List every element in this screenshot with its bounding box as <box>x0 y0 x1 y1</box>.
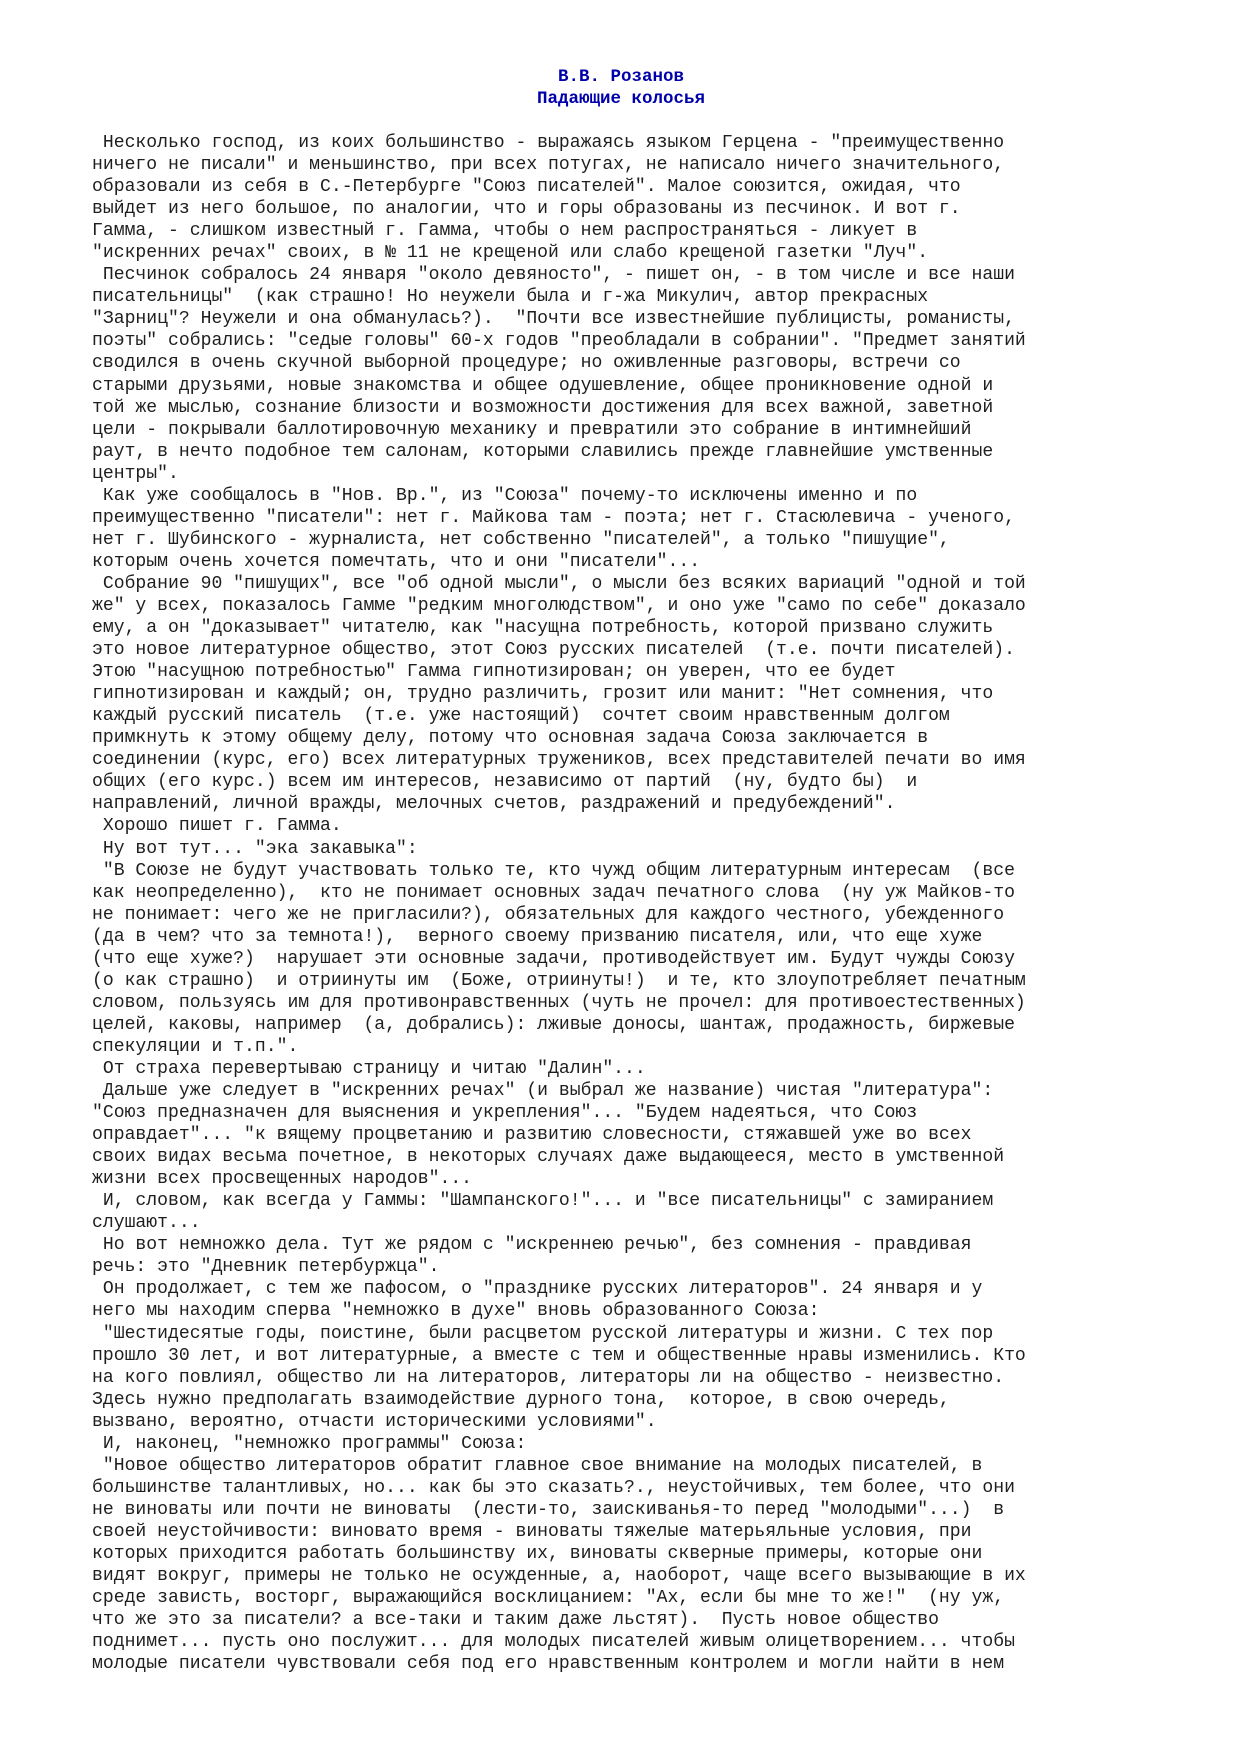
text-line: которым очень хочется помечтать, что и они "писатели"... <box>92 551 701 572</box>
text-line: Как уже сообщалось в "Нов. Вр.", из "Союза" почему-то исключены именно и по <box>92 485 918 506</box>
text-line: цели - покрывали баллотировочную механику и превратили это собрание в интимнейший <box>92 419 972 440</box>
text-line: "В Союзе не будут участвовать только те, кто чужд общим литературным интересам (все <box>92 860 1015 881</box>
text-line: образовали из себя в С.-Петербурге "Союз писателей". Малое союзится, ожидая, что <box>92 177 961 198</box>
text-line: сводился в очень скучной выборной процедуре; но оживленные разговоры, встречи со <box>92 353 961 374</box>
text-line: как неопределенно), кто не понимает основных задач печатного слова (ну уж Майков-то <box>92 882 1015 903</box>
text-line: "Новое общество литераторов обратит главное свое внимание на молодых писателей, в <box>92 1455 983 1476</box>
text-line: своей неустойчивости: виновато время - виноваты тяжелые матерьяльные условия, при <box>92 1521 972 1542</box>
text-line: спекуляции и т.п.". <box>92 1036 299 1057</box>
text-line: видят вокруг, примеры не только не осужденные, а, наоборот, чаще всего вызывающие в их <box>92 1566 1026 1587</box>
text-line: ему, а он "доказывает" читателю, как "насущна потребность, которой призвано служить <box>92 618 994 639</box>
text-line: среде зависть, восторг, выражающийся восклицанием: "Ах, если бы мне то же!" (ну уж, <box>92 1588 1005 1609</box>
text-line: это новое литературное общество, этот Союз русских писателей (т.е. почти писателей). <box>92 640 1015 661</box>
text-line: От страха перевертываю страницу и читаю "Далин"... <box>92 1058 646 1079</box>
document-title: Падающие колосья <box>536 89 706 109</box>
text-line: старыми друзьями, новые знакомства и общее одушевление, общее проникновение одной и <box>92 375 994 396</box>
text-line: Но вот немножко дела. Тут же рядом с "искреннею речью", без сомнения - правдивая <box>92 1235 972 1256</box>
text-line: своих видах весьма почетное, в некоторых случаях даже выдающееся, место в умственной <box>92 1147 1005 1168</box>
text-line: примкнуть к этому общему делу, потому что основная задача Союза заключается в <box>92 728 929 749</box>
text-line: "искренних речах" своих, в № 11 не крещеной или слабо крещеной газетки "Луч". <box>92 243 929 264</box>
text-line: выйдет из него большое, по аналогии, что и горы образованы из песчинок. И вот г. <box>92 199 961 220</box>
text-line: "Союз предназначен для выяснения и укрепления"... "Будем надеяться, что Союз <box>92 1103 918 1124</box>
text-line: Несколько господ, из коих большинство - выражаясь языком Герцена - "преимущественно <box>92 133 1005 153</box>
text-line: на кого повлиял, общество ли на литераторов, литераторы ли на общество - неизвестно. <box>92 1367 1005 1388</box>
text-line: центры". <box>92 463 179 484</box>
text-line: что же это за писатели? а все-таки и таким даже льстят). Пусть новое общество <box>92 1610 939 1631</box>
author-name: В.В. Розанов <box>557 67 685 87</box>
text-line: целей, каковы, например (а, добрались): лживые доносы, шантаж, продажность, биржевые <box>92 1014 1015 1035</box>
text-line: молодые писатели чувствовали себя под его нравственным контролем и могли найти в нем <box>92 1654 1005 1675</box>
text-line: И, словом, как всегда у Гаммы: "Шампанского!"... и "все писательницы" с замиранием <box>92 1191 994 1212</box>
text-line: слушают... <box>92 1213 201 1234</box>
text-line: преимущественно "писатели": нет г. Майкова там - поэта; нет г. Стасюлевича - ученого, <box>92 507 1015 528</box>
text-line: нет г. Шубинского - журналиста, нет собственно "писателей", а только "пишущие", <box>92 529 950 550</box>
text-line: не виноваты или почти не виноваты (лести-то, заискиванья-то перед "молодыми"...) в <box>92 1499 1005 1520</box>
text-line: Этою "насущною потребностью" Гамма гипнотизирован; он уверен, что ее будет <box>92 662 896 683</box>
text-line: гипнотизирован и каждый; он, трудно различить, грозит или манит: "Нет сомнения, что <box>92 684 994 705</box>
text-line: "Шестидесятые годы, поистине, были расцветом русской литературы и жизни. С тех пор <box>92 1323 994 1344</box>
text-line: жизни всех просвещенных народов"... <box>92 1169 473 1190</box>
text-line: (о как страшно) и отриинуты им (Боже, отриинуты!) и те, кто злоупотребляет печатным <box>92 970 1026 991</box>
text-line: "Зарниц"? Неужели и она обманулась?). "Почти все известнейшие публицисты, романисты, <box>92 309 1015 330</box>
text-line: Гамма, - слишком известный г. Гамма, чтобы о нем распространяться - ликует в <box>92 221 918 242</box>
text-line: словом, пользуясь им для противонравственных (чуть не прочел: для противоестественных) <box>92 992 1026 1013</box>
text-line: (что еще хуже?) нарушает эти основные задачи, противодействует им. Будут чужды Союзу <box>92 948 1015 969</box>
document-header <box>0 66 1242 110</box>
text-line: поднимет... пусть оно послужит... для молодых писателей живым олицетворением... чтобы <box>92 1632 1015 1653</box>
text-line: прошло 30 лет, и вот литературные, а вместе с тем и общественные нравы изменились. Кто <box>92 1345 1026 1366</box>
text-line: Хорошо пишет г. Гамма. <box>92 816 342 837</box>
text-line: поэты" собрались: "седые головы" 60-х годов "преобладали в собрании". "Предмет занятий <box>92 331 1026 352</box>
text-line: Здесь нужно предполагать взаимодействие дурного тона, которое, в свою очередь, <box>92 1389 950 1410</box>
text-line: общих (его курс.) всем им интересов, независимо от партий (ну, будто бы) и <box>92 772 918 793</box>
text-line: вызвано, вероятно, отчасти историческими условиями". <box>92 1411 657 1432</box>
text-line: ничего не писали" и меньшинство, при всех потугах, не написало ничего значительного, <box>92 155 1005 176</box>
text-line: И, наконец, "немножко программы" Союза: <box>92 1433 527 1454</box>
text-line: него мы находим сперва "немножко в духе" вновь образованного Союза: <box>92 1301 820 1322</box>
text-line: Дальше уже следует в "искренних речах" (и выбрал же название) чистая "литература": <box>92 1081 994 1102</box>
text-line: той же мыслью, сознание близости и возможности достижения для всех важной, заветной <box>92 397 994 418</box>
text-line: большинстве талантливых, но... как бы это сказать?., неустойчивых, тем более, что они <box>92 1477 1015 1498</box>
text-line: которых приходится работать большинству их, виноваты скверные примеры, которые они <box>92 1544 983 1564</box>
text-line: Он продолжает, с тем же пафосом, о "празднике русских литераторов". 24 января и у <box>92 1279 983 1300</box>
text-line: (да в чем? что за темнота!), верного своему призванию писателя, или, что еще хуже <box>92 926 983 947</box>
text-line: Собрание 90 "пишущих", все "об одной мысли", о мысли без всяких вариаций "одной и той <box>92 573 1026 594</box>
text-line: писательницы" (как страшно! Но неужели была и г-жа Микулич, автор прекрасных <box>92 287 929 308</box>
text-line: оправдает"... "к вящему процветанию и развитию словесности, стяжавшей уже во всех <box>92 1125 972 1146</box>
text-line: речь: это "Дневник петербуржца". <box>92 1257 440 1278</box>
document-body <box>92 132 1222 1675</box>
text-line: же" у всех, показалось Гамме "редким многолюдством", и оно уже "само по себе" доказало <box>92 595 1026 616</box>
text-line: не понимает: чего же не пригласили?), обязательных для каждого честного, убежденного <box>92 904 1005 925</box>
text-line: раут, в нечто подобное тем салонам, которыми славились прежде главнейшие умственные <box>92 441 994 462</box>
text-line: направлений, личной вражды, мелочных счетов, раздражений и предубеждений". <box>92 794 896 815</box>
text-line: каждый русский писатель (т.е. уже настоящий) сочтет своим нравственным долгом <box>92 706 950 727</box>
text-line: Ну вот тут... "эка закавыка": <box>92 838 418 859</box>
text-line: соединении (курс, его) всех литературных тружеников, всех представителей печати во имя <box>92 750 1026 771</box>
text-line: Песчинок собралось 24 января "около девяносто", - пишет он, - в том числе и все наши <box>92 265 1015 286</box>
